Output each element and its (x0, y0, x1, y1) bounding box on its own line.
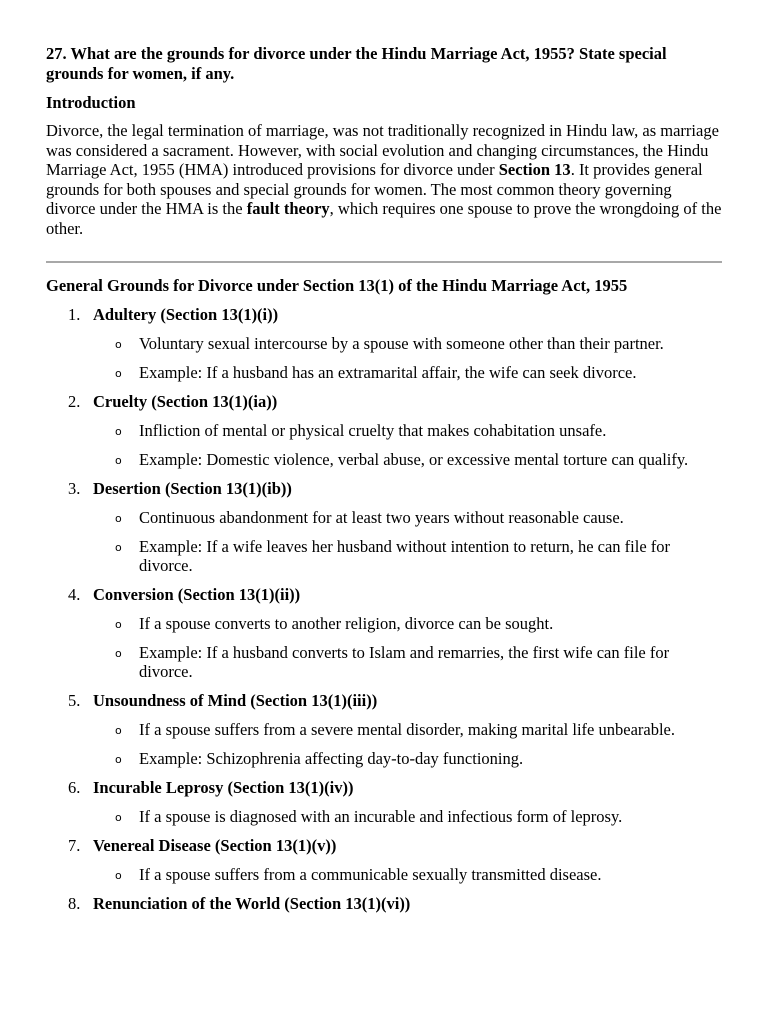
ground-title: Conversion (Section 13(1)(ii)) (93, 585, 301, 604)
ground-item (46, 585, 722, 681)
circle-bullet-icon: o (115, 647, 122, 660)
ground-number: 4. (68, 585, 81, 604)
circle-bullet-icon: o (115, 512, 122, 525)
intro-text-1: Divorce, the legal termination of marriage, was not traditionally recognized in Hindu law, as marriage was considered a sacrament. However, with social evolution and changing circumstances, the Hindu Marriage Act, 1955 (HMA) introduced provisions for divorce under (46, 121, 719, 179)
circle-bullet-icon: o (115, 425, 122, 438)
ground-item (46, 479, 722, 575)
circle-bullet-icon: o (115, 541, 122, 554)
ground-points-list (93, 614, 722, 681)
section-title: General Grounds for Divorce under Section 13(1) of the Hindu Marriage Act, 1955 (46, 276, 628, 295)
circle-bullet-icon: o (115, 338, 122, 351)
ground-item (46, 305, 722, 382)
ground-number: 5. (68, 691, 81, 710)
intro-bold-section: Section 13 (498, 160, 571, 179)
ground-point (93, 614, 722, 633)
ground-point-text: If a spouse suffers from a severe mental disorder, making marital life unbearable. (139, 720, 676, 739)
ground-number: 8. (68, 894, 81, 913)
ground-points-list (93, 421, 722, 469)
ground-point (93, 450, 722, 469)
question-heading: 27. What are the grounds for divorce under the Hindu Marriage Act, 1955? State special grounds for women, if any. (46, 44, 667, 83)
ground-point-text: Example: If a husband converts to Islam and remarries, the first wife can file for divorce. (139, 643, 670, 681)
intro-text-2: . It provides general grounds for both spouses and special grounds for women. The most common theory governing divorce under the HMA is the (46, 160, 703, 218)
circle-bullet-icon: o (115, 618, 122, 631)
ground-point (93, 537, 722, 575)
ground-points-list (93, 720, 722, 768)
ground-point-text: Infliction of mental or physical cruelty that makes cohabitation unsafe. (139, 421, 607, 440)
ground-point-text: If a spouse is diagnosed with an incurable and infectious form of leprosy. (139, 807, 623, 826)
ground-point (93, 421, 722, 440)
ground-points-list (93, 865, 722, 884)
ground-title: Incurable Leprosy (Section 13(1)(iv)) (93, 778, 354, 797)
ground-point-text: Voluntary sexual intercourse by a spouse with someone other than their partner. (139, 334, 664, 353)
ground-item (46, 691, 722, 768)
ground-number: 7. (68, 836, 81, 855)
intro-text-3: , which requires one spouse to prove the wrongdoing of the other. (46, 199, 722, 238)
ground-number: 2. (68, 392, 81, 411)
horizontal-divider (46, 261, 722, 263)
ground-point-text: If a spouse suffers from a communicable sexually transmitted disease. (139, 865, 602, 884)
ground-point-text: Continuous abandonment for at least two years without reasonable cause. (139, 508, 624, 527)
ground-title: Desertion (Section 13(1)(ib)) (93, 479, 292, 498)
ground-number: 1. (68, 305, 81, 324)
ground-point (93, 508, 722, 527)
circle-bullet-icon: o (115, 367, 122, 380)
circle-bullet-icon: o (115, 811, 122, 824)
ground-point (93, 363, 722, 382)
ground-point (93, 807, 722, 826)
ground-item (46, 778, 722, 826)
ground-title: Unsoundness of Mind (Section 13(1)(iii)) (93, 691, 378, 710)
ground-point-text: Example: If a husband has an extramarital affair, the wife can seek divorce. (139, 363, 637, 382)
ground-points-list (93, 807, 722, 826)
ground-point (93, 865, 722, 884)
ground-points-list (93, 334, 722, 382)
ground-title: Venereal Disease (Section 13(1)(v)) (93, 836, 337, 855)
ground-title: Renunciation of the World (Section 13(1)(vi)) (93, 894, 411, 913)
ground-item (46, 894, 722, 914)
ground-item (46, 392, 722, 469)
ground-title: Adultery (Section 13(1)(i)) (93, 305, 279, 324)
ground-point-text: Example: If a wife leaves her husband without intention to return, he can file for divorce. (139, 537, 671, 575)
circle-bullet-icon: o (115, 724, 122, 737)
ground-point-text: If a spouse converts to another religion, divorce can be sought. (139, 614, 554, 633)
grounds-list (46, 305, 722, 914)
ground-points-list (93, 508, 722, 575)
introduction-heading: Introduction (46, 93, 136, 112)
ground-number: 6. (68, 778, 81, 797)
ground-title: Cruelty (Section 13(1)(ia)) (93, 392, 278, 411)
intro-bold-theory: fault theory (246, 199, 330, 218)
ground-point (93, 720, 722, 739)
ground-point (93, 643, 722, 681)
circle-bullet-icon: o (115, 753, 122, 766)
ground-point (93, 749, 722, 768)
ground-point (93, 334, 722, 353)
circle-bullet-icon: o (115, 869, 122, 882)
ground-point-text: Example: Schizophrenia affecting day-to-day functioning. (139, 749, 524, 768)
ground-item (46, 836, 722, 884)
circle-bullet-icon: o (115, 454, 122, 467)
ground-point-text: Example: Domestic violence, verbal abuse, or excessive mental torture can qualify. (139, 450, 689, 469)
ground-number: 3. (68, 479, 81, 498)
introduction-paragraph (46, 121, 722, 238)
